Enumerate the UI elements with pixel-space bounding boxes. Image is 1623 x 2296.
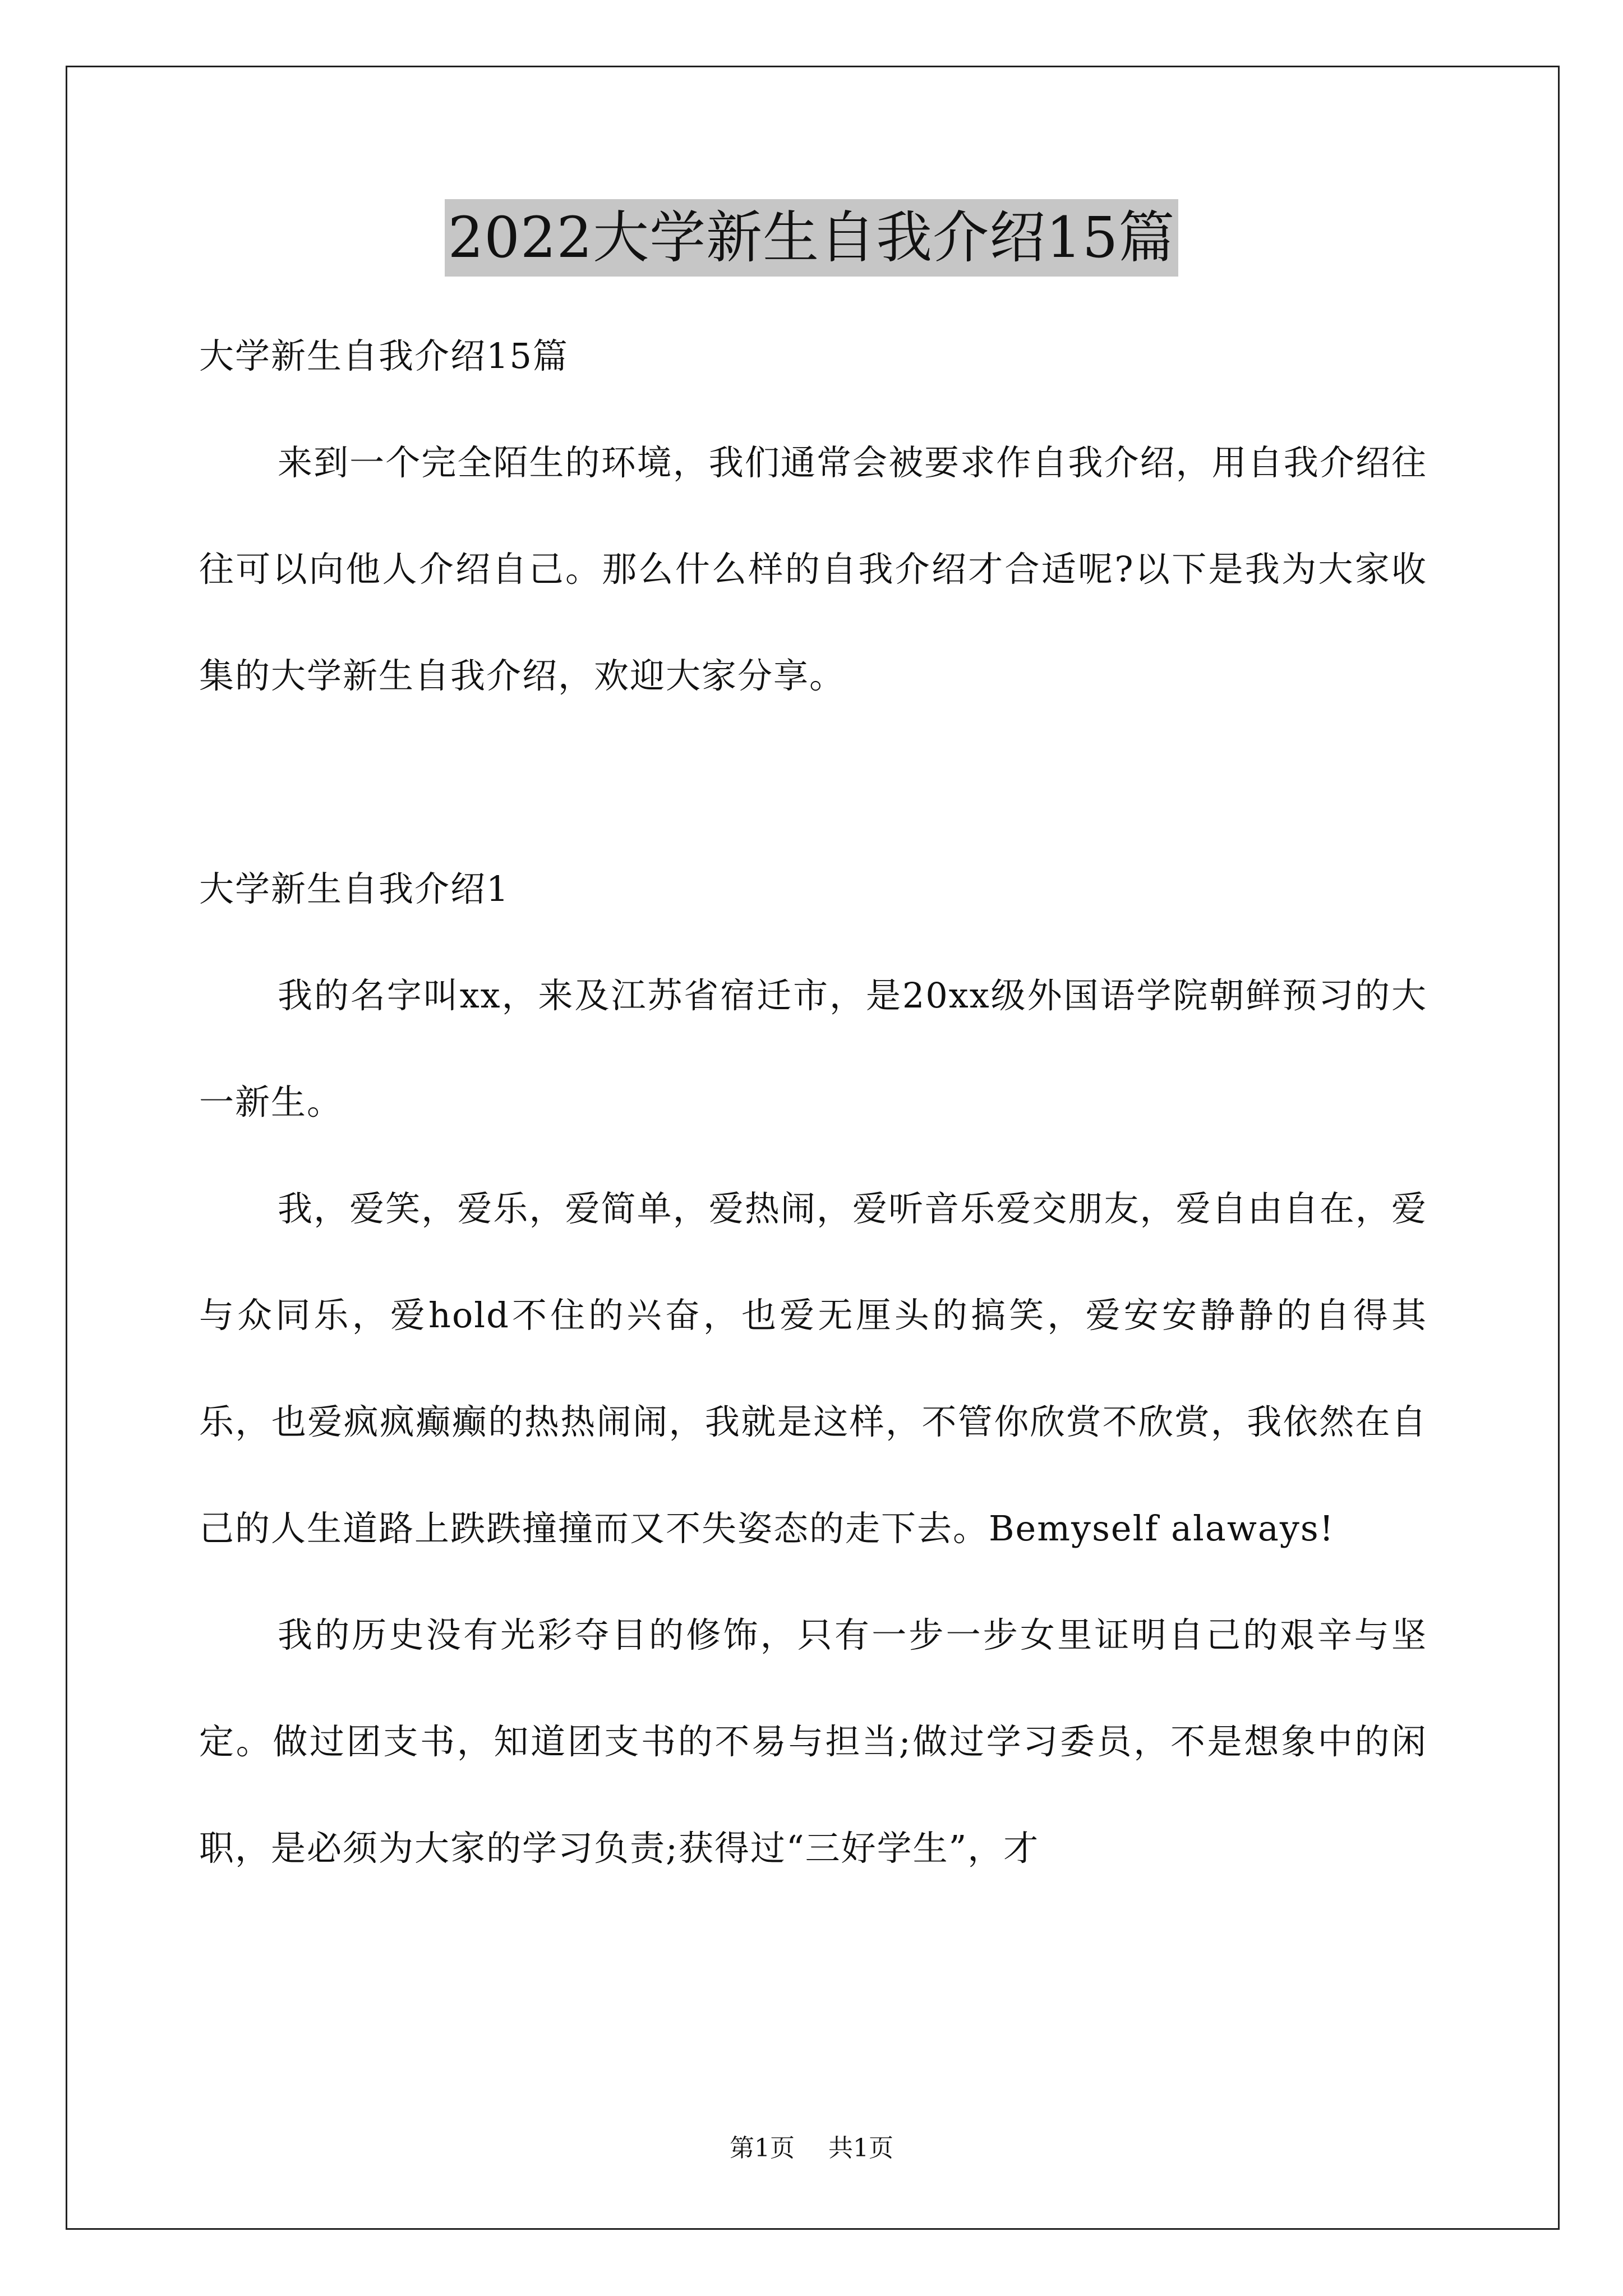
document-title: 2022大学新生自我介绍15篇 bbox=[445, 199, 1179, 277]
title-container bbox=[0, 199, 1623, 277]
section-heading: 大学新生自我介绍1 bbox=[199, 868, 510, 909]
body-paragraph-1: 我的名字叫xx，来及江苏省宿迁市，是20xx级外国语学院朝鲜预习的大一新生。 bbox=[199, 975, 1427, 1122]
page-footer bbox=[0, 2132, 1623, 2165]
body-paragraph-2: 我，爱笑，爱乐，爱简单，爱热闹，爱听音乐爱交朋友，爱自由自在，爱与众同乐，爱hold不住的兴奋，也爱无厘头的搞笑，爱安安静静的自得其乐，也爱疯疯癫癫的热热闹闹，我就是这样，不管你欣赏不欣赏，我依然在自己的人生道路上跌跌撞撞而又不失姿态的走下去。Bemyself alaways! bbox=[199, 1188, 1427, 1549]
document-body bbox=[199, 303, 1427, 1902]
page-total: 共1页 bbox=[828, 2134, 893, 2162]
body-paragraph-3: 我的历史没有光彩夺目的修饰，只有一步一步女里证明自己的艰辛与坚定。做过团支书，知道团支书的不易与担当;做过学习委员，不是想象中的闲职，是必须为大家的学习负责;获得过“三好学生”，才 bbox=[199, 1614, 1427, 1869]
intro-paragraph: 来到一个完全陌生的环境，我们通常会被要求作自我介绍，用自我介绍往往可以向他人介绍自己。那么什么样的自我介绍才合适呢?以下是我为大家收集的大学新生自我介绍，欢迎大家分享。 bbox=[199, 442, 1427, 696]
document-subtitle: 大学新生自我介绍15篇 bbox=[199, 335, 569, 376]
page-number: 第1页 bbox=[730, 2134, 795, 2162]
